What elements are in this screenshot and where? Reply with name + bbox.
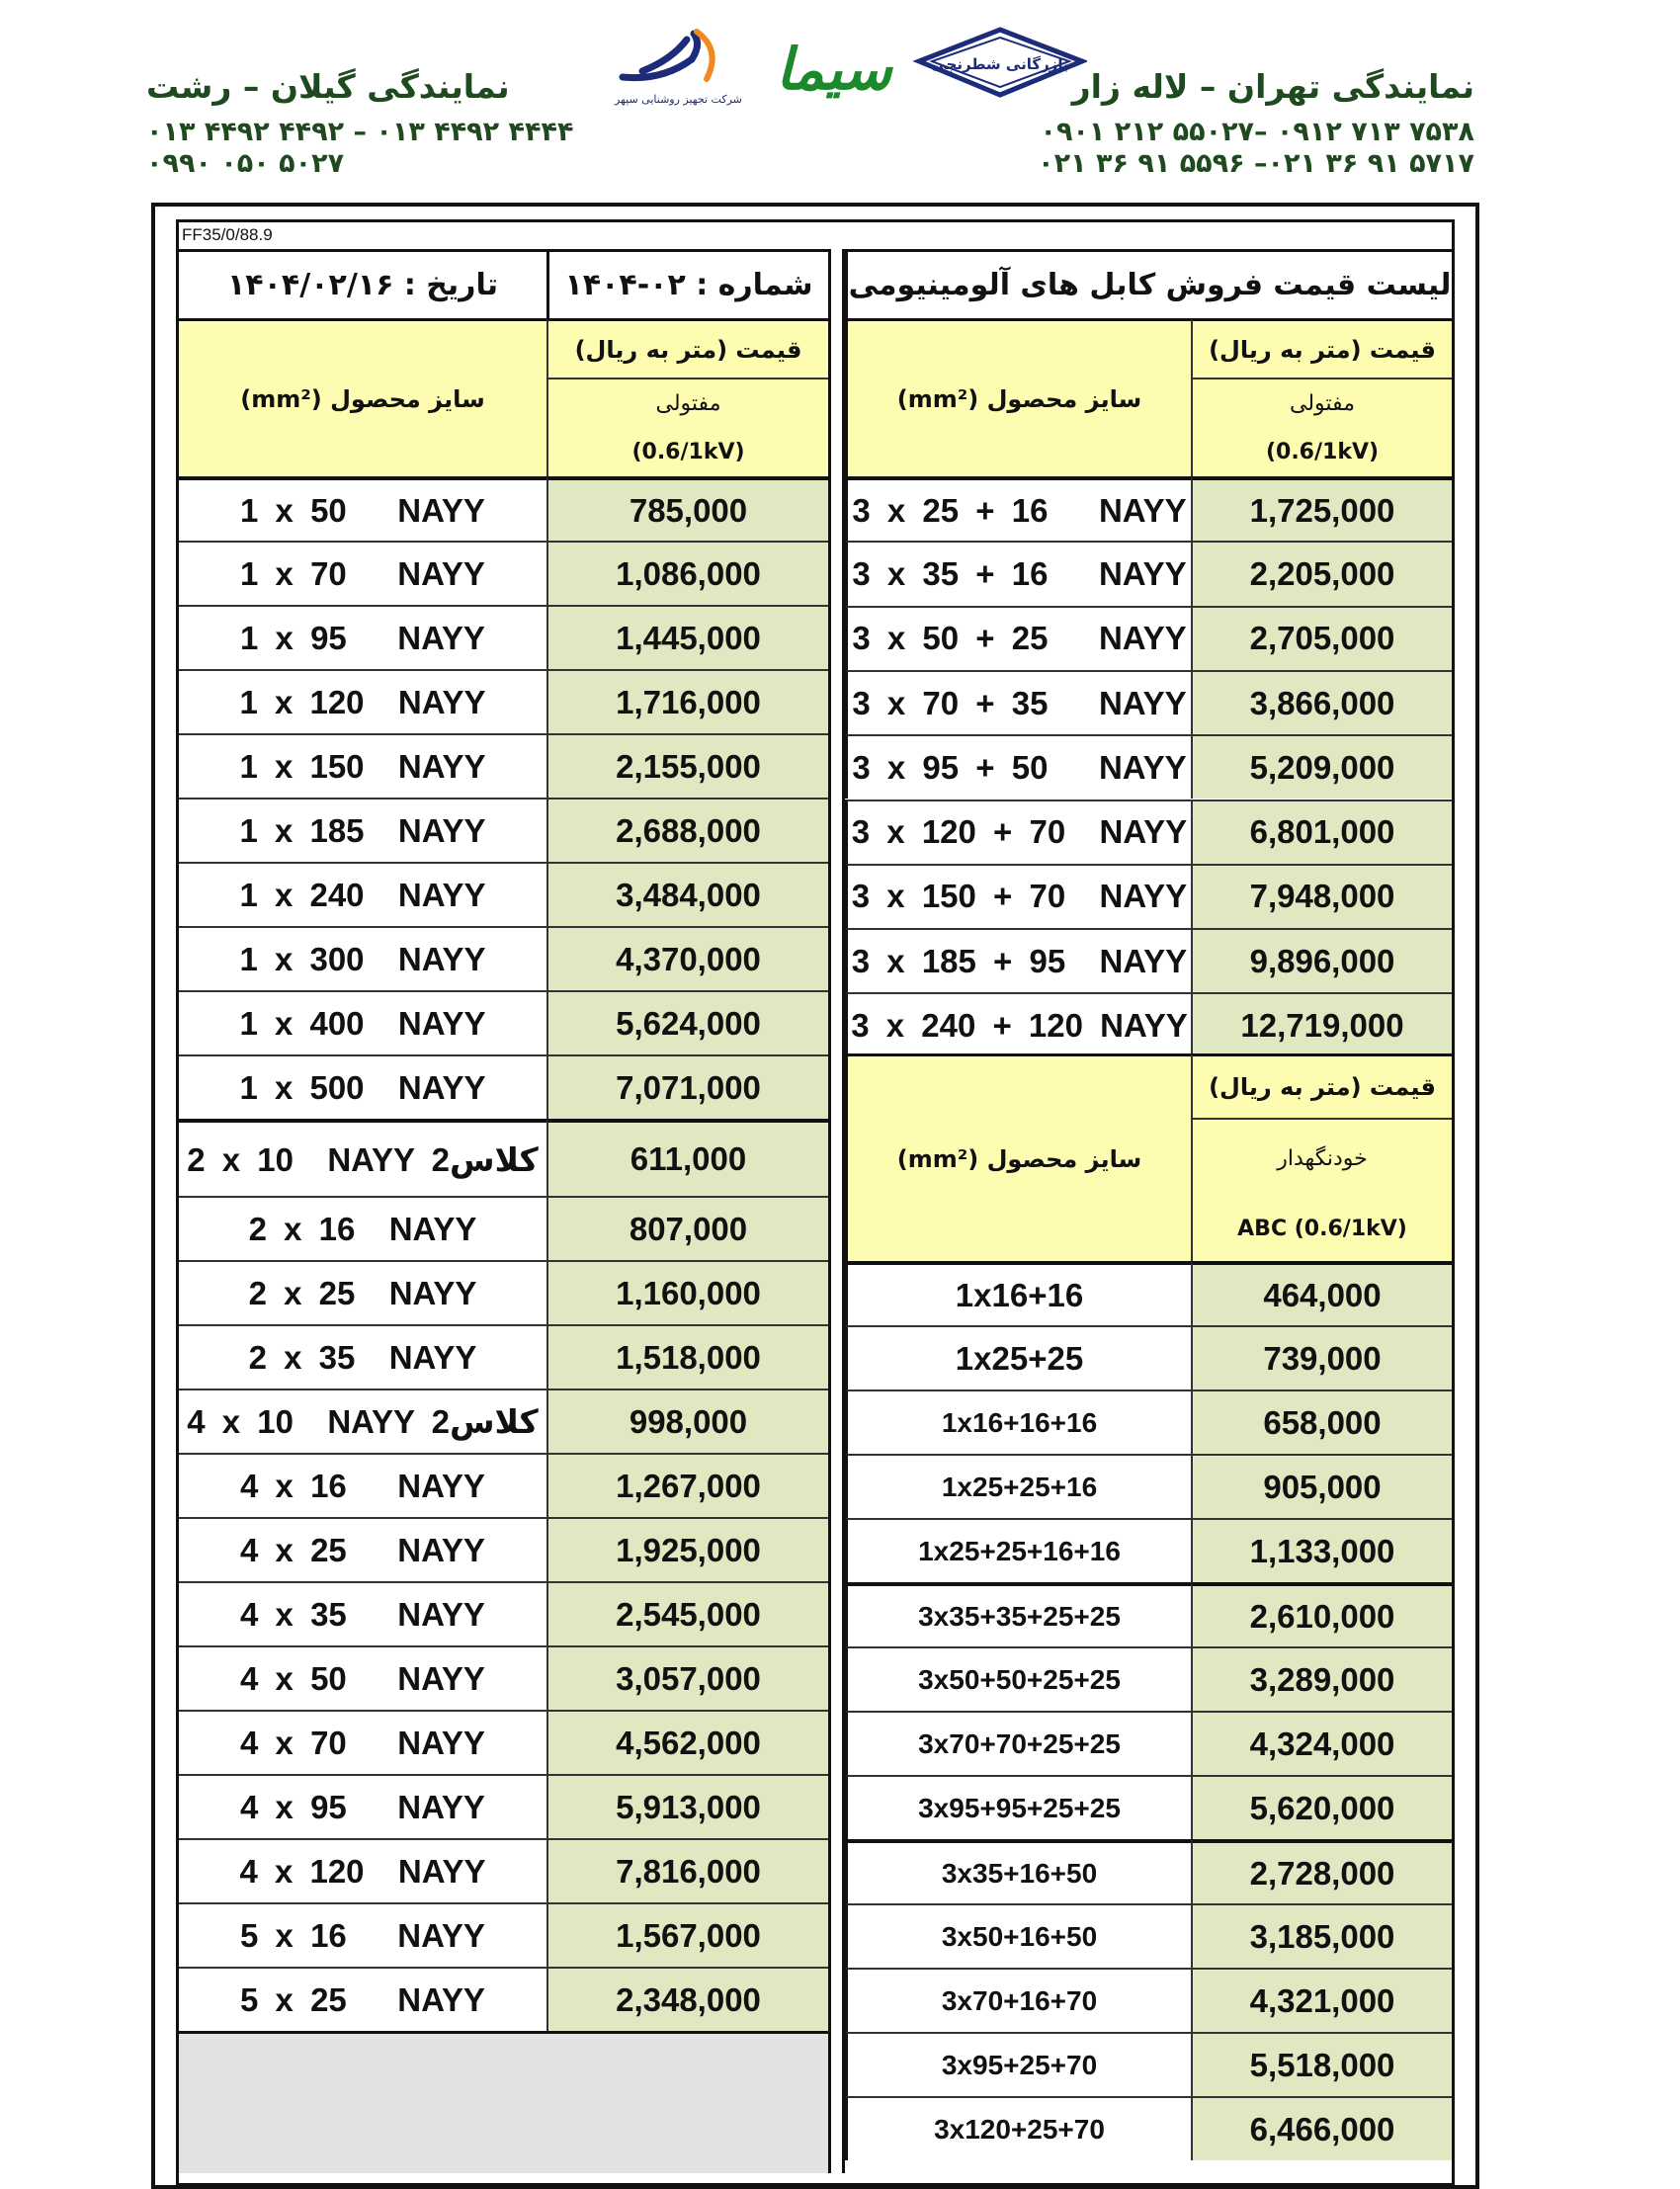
- right-price-text: 2,205,000: [1249, 554, 1395, 592]
- left-price-cell: [546, 1902, 828, 1967]
- left-size-cell: [179, 1967, 546, 2031]
- abc-price-cell: [1191, 1261, 1452, 1325]
- right-price-text: 2,705,000: [1249, 620, 1395, 657]
- left-size-header: [179, 318, 546, 476]
- abc-size-cell: [845, 1389, 1191, 1454]
- left-price-cell: [546, 1645, 828, 1710]
- left-price-text: 611,000: [630, 1140, 747, 1177]
- right-size-cell: [845, 864, 1191, 928]
- left-price-text: 1,925,000: [616, 1531, 761, 1568]
- right-price-cell: [1191, 476, 1452, 541]
- left-price-text: 2,545,000: [616, 1595, 761, 1633]
- abc-price-cell: [1191, 1839, 1452, 1903]
- right-size-text: 3 x 240 + 120 NAYY: [851, 1007, 1188, 1045]
- left-price-text: 1,160,000: [616, 1274, 761, 1311]
- left-size-text: 1 x 240 NAYY: [239, 876, 486, 913]
- left-size-cell: [179, 798, 546, 862]
- abc-size-text: 3x70+70+25+25: [918, 1727, 1121, 1759]
- brand-logos: [603, 20, 1087, 119]
- left-size-text: 2 x 10 NAYY 2کلاس: [187, 1140, 539, 1178]
- right-size-text: 3 x 150 + 70 NAYY: [851, 878, 1188, 915]
- abc-size-cell: [845, 1711, 1191, 1775]
- left-price-cell: [546, 605, 828, 669]
- right-stranded-label: مفتولی: [1290, 390, 1355, 416]
- abc-voltage-label: ABC (0.6/1kV): [1237, 1217, 1407, 1241]
- abc-size-text: 1x25+25: [955, 1339, 1084, 1377]
- left-size-cell: [179, 862, 546, 926]
- left-size-cell: [179, 1389, 546, 1453]
- left-size-cell: [179, 1517, 546, 1581]
- abc-price-text: 1,133,000: [1249, 1532, 1395, 1569]
- abc-price-cell: [1191, 1775, 1452, 1839]
- right-price-cell: [1191, 992, 1452, 1056]
- left-size-cell: [179, 1838, 546, 1902]
- abc-size-text: 1x16+16+16: [941, 1406, 1098, 1438]
- right-size-text: 3 x 120 + 70 NAYY: [851, 813, 1188, 851]
- left-size-text: 5 x 25 NAYY: [240, 1980, 485, 2018]
- abc-price-cell: [1191, 1646, 1452, 1711]
- right-price-text: 12,719,000: [1240, 1007, 1404, 1045]
- right-price-text: 3,866,000: [1249, 684, 1395, 721]
- right-price-cell: [1191, 670, 1452, 734]
- left-price-text: 7,071,000: [616, 1068, 761, 1106]
- left-price-cell: [546, 1838, 828, 1902]
- left-size-text: 1 x 300 NAYY: [239, 940, 486, 977]
- left-price-text: 2,348,000: [616, 1980, 761, 2018]
- abc-size-cell: [845, 1903, 1191, 1968]
- left-size-cell: [179, 990, 546, 1054]
- title-cell: [845, 249, 1452, 318]
- sima-logo-text: سیما: [776, 36, 892, 103]
- left-price-cell: [546, 669, 828, 733]
- abc-size-cell: [845, 1582, 1191, 1646]
- left-size-text: 1 x 70 NAYY: [240, 554, 485, 592]
- left-size-cell: [179, 1902, 546, 1967]
- left-size-cell: [179, 1119, 546, 1196]
- right-size-text: 3 x 70 + 35 NAYY: [852, 684, 1187, 721]
- gilan-agency-title: نمایندگی گیلان – رشت: [146, 67, 510, 106]
- abc-price-text: 6,466,000: [1249, 2110, 1395, 2147]
- left-size-cell: [179, 669, 546, 733]
- right-price-header: [1191, 318, 1452, 378]
- abc-size-cell: [845, 2032, 1191, 2096]
- right-stranded-header: [1191, 378, 1452, 427]
- left-size-label: سایز محصول (mm²): [240, 384, 485, 413]
- abc-price-cell: [1191, 1582, 1452, 1646]
- abc-size-cell: [845, 1454, 1191, 1518]
- sima-logo: [776, 36, 894, 103]
- abc-price-cell: [1191, 2096, 1452, 2160]
- abc-price-cell: [1191, 1454, 1452, 1518]
- left-size-cell: [179, 476, 546, 541]
- left-price-text: 7,816,000: [616, 1852, 761, 1890]
- abc-size-cell: [845, 1646, 1191, 1711]
- left-size-text: 1 x 185 NAYY: [239, 811, 486, 849]
- left-size-text: 4 x 70 NAYY: [240, 1724, 485, 1761]
- left-price-text: 1,445,000: [616, 619, 761, 656]
- right-size-label: سایز محصول (mm²): [896, 384, 1142, 413]
- abc-size-text: 3x35+16+50: [941, 1857, 1098, 1889]
- right-size-text: 3 x 185 + 95 NAYY: [851, 942, 1188, 979]
- left-price-text: 807,000: [629, 1210, 748, 1247]
- abc-price-text: 5,620,000: [1249, 1789, 1395, 1826]
- abc-size-text: 3x50+50+25+25: [918, 1663, 1121, 1695]
- abc-price-cell: [1191, 1968, 1452, 2032]
- left-size-text: 1 x 50 NAYY: [240, 491, 485, 529]
- left-size-text: 4 x 50 NAYY: [240, 1659, 485, 1697]
- left-size-text: 5 x 16 NAYY: [240, 1916, 485, 1954]
- left-price-text: 1,716,000: [616, 683, 761, 720]
- left-stranded-label: مفتولی: [655, 390, 721, 416]
- abc-voltage-header: [1191, 1197, 1452, 1261]
- right-size-text: 3 x 35 + 16 NAYY: [852, 554, 1187, 592]
- abc-price-header: [1191, 1053, 1452, 1118]
- left-size-cell: [179, 1054, 546, 1119]
- right-size-cell: [845, 476, 1191, 541]
- logos-svg: [603, 20, 1087, 119]
- right-price-text: 5,209,000: [1249, 748, 1395, 786]
- right-price-cell: [1191, 541, 1452, 605]
- abc-size-cell: [845, 1325, 1191, 1389]
- left-voltage-label: (0.6/1kV): [631, 439, 745, 464]
- left-price-cell: [546, 1324, 828, 1389]
- right-size-cell: [845, 670, 1191, 734]
- abc-price-cell: [1191, 1711, 1452, 1775]
- abc-price-text: 4,321,000: [1249, 1981, 1395, 2019]
- left-size-text: 4 x 35 NAYY: [240, 1595, 485, 1633]
- left-price-cell: [546, 1581, 828, 1645]
- abc-size-cell: [845, 2096, 1191, 2160]
- abc-type-header: [1191, 1118, 1452, 1197]
- sepehr-caption: شرکت تجهیز روشنایی سپهر: [615, 93, 742, 106]
- left-price-text: 5,913,000: [616, 1788, 761, 1825]
- right-size-cell: [845, 800, 1191, 864]
- right-price-cell: [1191, 734, 1452, 799]
- left-price-cell: [546, 733, 828, 798]
- tehran-phones-2: ۰۲۱ ۳۶ ۹۱ ۵۵۹۶ –۰۲۱ ۳۶ ۹۱ ۵۷۱۷: [1038, 148, 1474, 179]
- left-size-cell: [179, 1196, 546, 1260]
- form-code: FF35/0/88.9: [182, 225, 273, 244]
- left-price-text: 5,624,000: [616, 1004, 761, 1042]
- right-size-cell: [845, 606, 1191, 670]
- abc-price-text: 4,324,000: [1249, 1725, 1395, 1762]
- right-size-cell: [845, 928, 1191, 992]
- left-price-text: 4,370,000: [616, 940, 761, 977]
- abc-type-label: خودنگهدار: [1277, 1145, 1368, 1171]
- empty-filler: [179, 2031, 828, 2173]
- left-size-cell: [179, 926, 546, 990]
- left-price-text: 785,000: [629, 491, 748, 529]
- abc-price-text: 3,185,000: [1249, 1917, 1395, 1955]
- left-size-cell: [179, 1324, 546, 1389]
- left-size-text: 1 x 95 NAYY: [240, 619, 485, 656]
- right-voltage-label: (0.6/1kV): [1265, 439, 1380, 464]
- right-price-text: 1,725,000: [1249, 491, 1395, 529]
- left-size-text: 2 x 16 NAYY: [248, 1210, 477, 1247]
- right-price-label: قیمت (متر به ریال): [1209, 335, 1436, 364]
- abc-price-text: 658,000: [1263, 1403, 1382, 1441]
- left-size-text: 1 x 150 NAYY: [239, 747, 486, 785]
- abc-size-cell: [845, 1261, 1191, 1325]
- abc-size-label: سایز محصول (mm²): [896, 1144, 1142, 1173]
- left-price-cell: [546, 541, 828, 605]
- left-price-text: 998,000: [629, 1402, 748, 1440]
- left-size-cell: [179, 733, 546, 798]
- abc-size-cell: [845, 1518, 1191, 1582]
- left-price-header: [546, 318, 828, 378]
- tehran-agency-title: نمایندگی تهران – لاله زار: [1071, 67, 1474, 106]
- left-size-text: 4 x 25 NAYY: [240, 1531, 485, 1568]
- left-price-cell: [546, 1710, 828, 1774]
- abc-price-cell: [1191, 1903, 1452, 1968]
- right-size-cell: [845, 992, 1191, 1056]
- abc-size-header: [845, 1053, 1191, 1261]
- left-size-cell: [179, 1645, 546, 1710]
- left-price-cell: [546, 926, 828, 990]
- right-voltage-header: [1191, 427, 1452, 476]
- left-size-text: 1 x 400 NAYY: [239, 1004, 486, 1042]
- right-price-cell: [1191, 864, 1452, 928]
- abc-size-cell: [845, 1968, 1191, 2032]
- abc-size-text: 1x16+16: [955, 1276, 1084, 1313]
- left-price-cell: [546, 1260, 828, 1324]
- left-price-cell: [546, 1389, 828, 1453]
- abc-price-text: 2,610,000: [1249, 1597, 1395, 1635]
- abc-size-cell: [845, 1775, 1191, 1839]
- abc-size-text: 3x120+25+70: [934, 2113, 1105, 2145]
- right-price-text: 7,948,000: [1249, 878, 1395, 915]
- left-price-text: 1,567,000: [616, 1916, 761, 1954]
- sheet-title: لیست قیمت فروش کابل های آلومینیومی: [848, 268, 1452, 302]
- right-price-text: 6,801,000: [1249, 813, 1395, 851]
- abc-price-text: 3,289,000: [1249, 1660, 1395, 1698]
- abc-price-cell: [1191, 1518, 1452, 1582]
- left-price-cell: [546, 1054, 828, 1119]
- left-price-cell: [546, 1119, 828, 1196]
- right-size-text: 3 x 95 + 50 NAYY: [852, 748, 1187, 786]
- left-price-text: 2,155,000: [616, 747, 761, 785]
- abc-size-text: 3x35+35+25+25: [918, 1600, 1121, 1632]
- left-price-label: قیمت (متر به ریال): [574, 335, 802, 364]
- abc-size-text: 1x25+25+16+16: [918, 1535, 1121, 1566]
- abc-size-text: 3x50+16+50: [941, 1920, 1098, 1952]
- table-divider: [828, 249, 845, 2173]
- abc-size-text: 3x95+25+70: [941, 2049, 1098, 2080]
- left-price-cell: [546, 862, 828, 926]
- left-size-cell: [179, 1774, 546, 1838]
- abc-price-cell: [1191, 1389, 1452, 1454]
- number-text: شماره : ۰۲-۱۴۰۴: [564, 268, 813, 302]
- left-price-cell: [546, 476, 828, 541]
- left-stranded-header: [546, 378, 828, 427]
- left-size-cell: [179, 541, 546, 605]
- right-price-text: 9,896,000: [1249, 942, 1395, 979]
- tehran-phones-1: ۰۹۰۱ ۲۱۲ ۵۵۰۲۷– ۰۹۱۲ ۷۱۳ ۷۵۳۸: [1040, 117, 1474, 147]
- right-price-cell: [1191, 928, 1452, 992]
- shatranji-logo-text: بازرگانی شطرنجی: [931, 55, 1069, 73]
- left-size-cell: [179, 1260, 546, 1324]
- left-size-cell: [179, 605, 546, 669]
- left-size-text: 2 x 25 NAYY: [248, 1274, 477, 1311]
- number-cell: [546, 249, 828, 318]
- abc-size-text: 3x70+16+70: [941, 1984, 1098, 2016]
- left-size-text: 2 x 35 NAYY: [248, 1338, 477, 1376]
- left-price-cell: [546, 798, 828, 862]
- abc-price-text: 5,518,000: [1249, 2046, 1395, 2083]
- right-price-cell: [1191, 606, 1452, 670]
- gilan-phones-2: ۰۹۹۰ ۰۵۰ ۵۰۲۷: [146, 148, 345, 179]
- right-size-text: 3 x 25 + 16 NAYY: [852, 491, 1187, 529]
- date-cell: [179, 249, 546, 318]
- left-size-text: 4 x 10 NAYY 2کلاس: [187, 1403, 539, 1440]
- left-price-cell: [546, 1453, 828, 1517]
- abc-size-cell: [845, 1839, 1191, 1903]
- left-size-cell: [179, 1453, 546, 1517]
- left-size-text: 4 x 95 NAYY: [240, 1788, 485, 1825]
- right-size-header: [845, 318, 1191, 476]
- sepehr-logo: [614, 32, 742, 106]
- left-price-cell: [546, 990, 828, 1054]
- left-size-cell: [179, 1581, 546, 1645]
- left-size-text: 4 x 120 NAYY: [239, 1852, 486, 1890]
- left-price-text: 4,562,000: [616, 1724, 761, 1761]
- left-price-cell: [546, 1774, 828, 1838]
- abc-price-label: قیمت (متر به ریال): [1209, 1073, 1436, 1101]
- abc-size-text: 1x25+25+16: [941, 1471, 1098, 1502]
- right-size-text: 3 x 50 + 25 NAYY: [852, 620, 1187, 657]
- right-size-cell: [845, 734, 1191, 799]
- date-text: تاریخ : ۱۴۰۴/۰۲/۱۶: [227, 268, 498, 302]
- left-price-text: 3,484,000: [616, 876, 761, 913]
- shatranji-logo: [919, 30, 1082, 95]
- right-price-cell: [1191, 800, 1452, 864]
- left-size-text: 4 x 16 NAYY: [240, 1467, 485, 1504]
- abc-size-text: 3x95+95+25+25: [918, 1792, 1121, 1823]
- abc-price-text: 464,000: [1263, 1276, 1382, 1313]
- gilan-phones-1: ۰۱۳ ۴۴۹۲ ۴۴۹۲ – ۰۱۳ ۴۴۹۲ ۴۴۴۴: [146, 117, 574, 147]
- left-voltage-header: [546, 427, 828, 476]
- left-price-text: 2,688,000: [616, 811, 761, 849]
- abc-price-cell: [1191, 1325, 1452, 1389]
- abc-price-text: 739,000: [1263, 1339, 1382, 1377]
- left-size-text: 1 x 500 NAYY: [239, 1068, 486, 1106]
- right-size-cell: [845, 541, 1191, 605]
- left-price-text: 1,267,000: [616, 1467, 761, 1504]
- left-price-text: 1,518,000: [616, 1338, 761, 1376]
- abc-price-cell: [1191, 2032, 1452, 2096]
- abc-price-text: 905,000: [1263, 1468, 1382, 1505]
- abc-price-text: 2,728,000: [1249, 1854, 1395, 1892]
- left-price-cell: [546, 1196, 828, 1260]
- left-price-text: 1,086,000: [616, 554, 761, 592]
- left-price-cell: [546, 1967, 828, 2031]
- left-size-text: 1 x 120 NAYY: [239, 683, 486, 720]
- left-price-text: 3,057,000: [616, 1659, 761, 1697]
- left-size-cell: [179, 1710, 546, 1774]
- left-price-cell: [546, 1517, 828, 1581]
